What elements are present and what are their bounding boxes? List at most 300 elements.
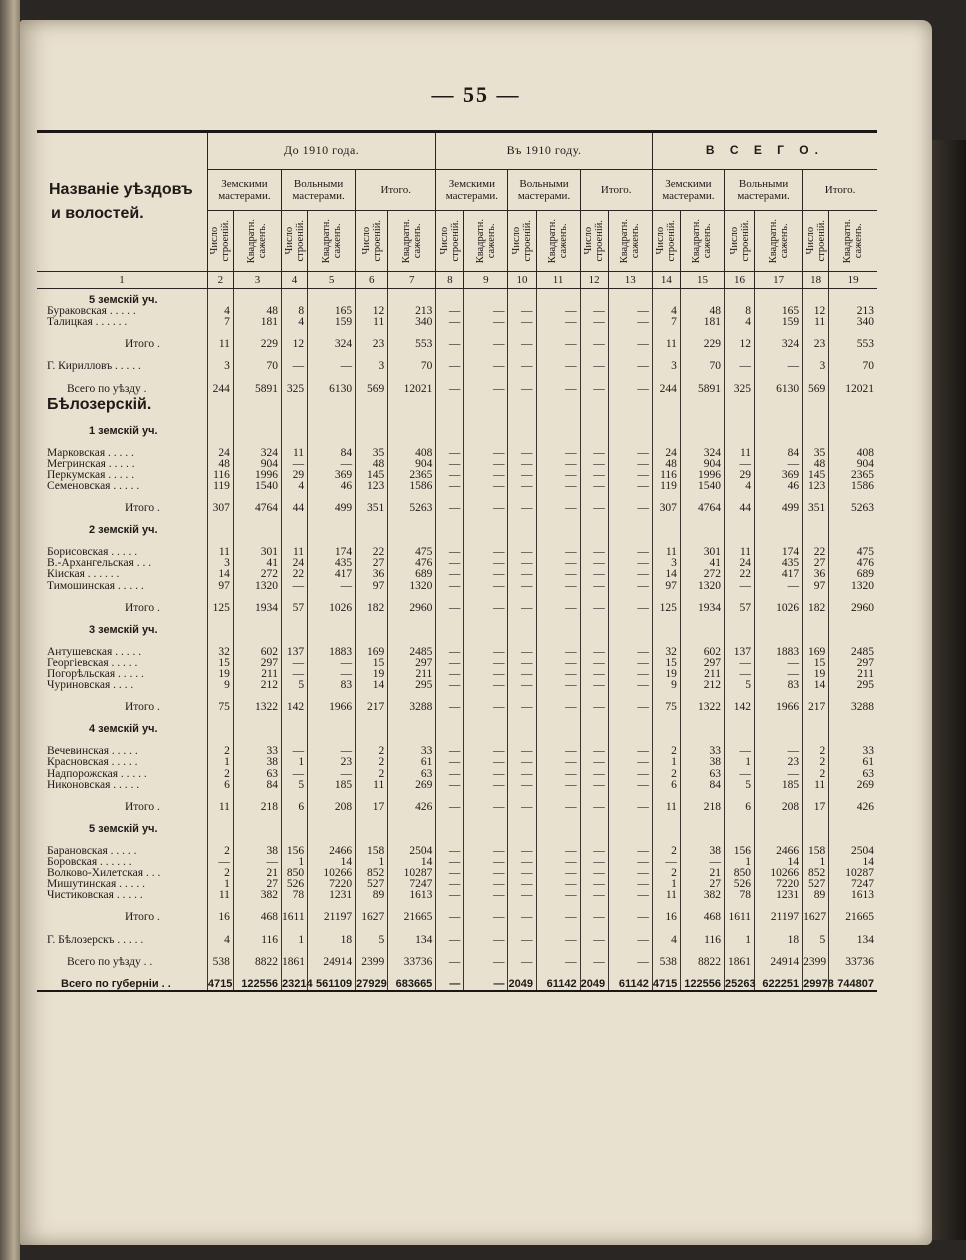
empty-cell xyxy=(680,614,724,625)
value-cell: 2 xyxy=(356,757,388,768)
value-cell xyxy=(388,525,436,536)
header-area-label: Квадратн. саженъ. xyxy=(400,218,423,264)
value-cell: 5 xyxy=(356,934,388,945)
value-cell: 48 xyxy=(680,306,724,317)
value-cell xyxy=(464,724,508,735)
value-cell: 44 xyxy=(724,503,754,514)
empty-cell xyxy=(388,372,436,383)
value-cell: 57 xyxy=(282,603,308,614)
value-cell: — xyxy=(536,912,580,923)
empty-cell xyxy=(464,713,508,724)
empty-cell xyxy=(508,514,536,525)
value-cell: — xyxy=(508,957,536,968)
value-cell: 125 xyxy=(207,603,233,614)
table-row-itogo xyxy=(37,339,877,350)
value-cell: 11 xyxy=(207,547,233,558)
value-cell: 78 xyxy=(724,890,754,901)
row-label: 3 земскій уч. xyxy=(89,623,158,636)
value-cell: 35 xyxy=(356,448,388,459)
empty-cell xyxy=(580,713,608,724)
value-cell: — xyxy=(436,868,464,879)
row-label: Г. Бѣлозерскъ . . . . . xyxy=(47,933,144,946)
value-cell: 48 xyxy=(803,459,829,470)
row-label: Бураковская . . . . . xyxy=(47,305,136,318)
empty-cell xyxy=(356,923,388,934)
value-cell xyxy=(803,395,829,415)
value-cell: 301 xyxy=(233,547,281,558)
value-cell: — xyxy=(508,669,536,680)
value-cell xyxy=(724,289,754,307)
value-cell xyxy=(282,395,308,415)
value-cell: 2504 xyxy=(388,846,436,857)
value-cell: 297 xyxy=(388,658,436,669)
value-cell: — xyxy=(464,383,508,394)
column-number: 11 xyxy=(536,272,580,289)
value-cell: — xyxy=(508,306,536,317)
row-label: Итого . xyxy=(125,701,160,714)
table-row-heading xyxy=(37,525,877,536)
row-label: Итого . xyxy=(125,601,160,614)
value-cell xyxy=(724,824,754,835)
value-cell: 340 xyxy=(829,317,877,328)
value-cell xyxy=(508,525,536,536)
value-cell: 6130 xyxy=(308,383,356,394)
value-cell xyxy=(803,724,829,735)
empty-cell xyxy=(803,946,829,957)
value-cell: 12021 xyxy=(829,383,877,394)
value-cell: — xyxy=(580,361,608,372)
value-cell xyxy=(829,625,877,636)
value-cell xyxy=(388,395,436,415)
value-cell: — xyxy=(436,746,464,757)
value-cell: — xyxy=(436,603,464,614)
value-cell xyxy=(536,289,580,307)
empty-cell xyxy=(803,592,829,603)
empty-cell xyxy=(580,923,608,934)
value-cell: — xyxy=(536,383,580,394)
value-cell: — xyxy=(608,857,652,868)
value-cell: — xyxy=(580,503,608,514)
empty-cell xyxy=(580,437,608,448)
value-cell: 21197 xyxy=(755,912,803,923)
value-cell: — xyxy=(308,746,356,757)
value-cell: — xyxy=(536,780,580,791)
empty-cell xyxy=(536,592,580,603)
value-cell: 44 xyxy=(282,503,308,514)
value-cell: — xyxy=(436,647,464,658)
row-label: Итого . xyxy=(125,502,160,515)
empty-cell xyxy=(724,713,754,724)
value-cell: — xyxy=(608,547,652,558)
value-cell: 165 xyxy=(755,306,803,317)
value-cell xyxy=(580,824,608,835)
value-cell: — xyxy=(608,581,652,592)
header-name-column xyxy=(37,132,207,272)
value-cell: — xyxy=(508,868,536,879)
row-label: Перкумская . . . . . xyxy=(47,468,135,481)
empty-cell xyxy=(308,437,356,448)
table-row-gap xyxy=(37,514,877,525)
value-cell: — xyxy=(508,448,536,459)
value-cell: 272 xyxy=(233,569,281,580)
value-cell: 476 xyxy=(388,558,436,569)
value-cell: 351 xyxy=(356,503,388,514)
value-cell: 5 xyxy=(282,780,308,791)
value-cell: 369 xyxy=(308,470,356,481)
header-name-line-1: Названіе уѣздовъ xyxy=(49,181,193,198)
value-cell: 526 xyxy=(282,879,308,890)
value-cell: 538 xyxy=(207,957,233,968)
row-label: 5 земскій уч. xyxy=(89,294,158,307)
value-cell: 2960 xyxy=(388,603,436,614)
value-cell: — xyxy=(536,890,580,901)
header-area-label: Квадратн. саженъ. xyxy=(691,218,714,264)
value-cell: 1 xyxy=(803,857,829,868)
empty-cell xyxy=(803,923,829,934)
value-cell: 7220 xyxy=(755,879,803,890)
value-cell: 19 xyxy=(356,669,388,680)
value-cell xyxy=(829,395,877,415)
value-cell: — xyxy=(282,581,308,592)
value-cell xyxy=(755,395,803,415)
value-cell: 11 xyxy=(724,547,754,558)
value-cell: 11 xyxy=(724,448,754,459)
header-area-cell xyxy=(829,211,877,272)
value-cell: — xyxy=(724,459,754,470)
value-cell xyxy=(436,824,464,835)
value-cell: 212 xyxy=(233,680,281,691)
table-row-data xyxy=(37,934,877,945)
value-cell: 22 xyxy=(724,569,754,580)
empty-cell xyxy=(508,614,536,625)
value-cell: — xyxy=(536,470,580,481)
value-cell: — xyxy=(233,857,281,868)
row-label: Всего по уѣзду . xyxy=(67,382,147,395)
value-cell: 850 xyxy=(724,868,754,879)
value-cell xyxy=(207,724,233,735)
value-cell xyxy=(464,525,508,536)
value-cell: 142 xyxy=(724,702,754,713)
value-cell: 63 xyxy=(680,769,724,780)
value-cell: 5891 xyxy=(680,383,724,394)
value-cell: — xyxy=(608,890,652,901)
value-cell: 324 xyxy=(680,448,724,459)
value-cell xyxy=(608,289,652,307)
value-cell: 2485 xyxy=(829,647,877,658)
empty-cell xyxy=(388,968,436,979)
value-cell: 417 xyxy=(308,569,356,580)
value-cell xyxy=(388,724,436,735)
empty-cell xyxy=(829,514,877,525)
empty-cell xyxy=(608,713,652,724)
value-cell xyxy=(356,395,388,415)
value-cell: — xyxy=(464,503,508,514)
value-cell: — xyxy=(580,459,608,470)
value-cell: 272 xyxy=(680,569,724,580)
empty-cell xyxy=(388,713,436,724)
value-cell: — xyxy=(724,746,754,757)
value-cell: 213 xyxy=(829,306,877,317)
value-cell: — xyxy=(282,746,308,757)
value-cell: — xyxy=(536,857,580,868)
value-cell xyxy=(464,824,508,835)
table-row-gap xyxy=(37,713,877,724)
empty-cell xyxy=(580,592,608,603)
value-cell: 297 xyxy=(233,658,281,669)
value-cell: 382 xyxy=(680,890,724,901)
empty-cell xyxy=(388,437,436,448)
value-cell: — xyxy=(536,503,580,514)
value-cell xyxy=(652,824,680,835)
value-cell: 61 xyxy=(388,757,436,768)
value-cell: 22 xyxy=(282,569,308,580)
value-cell: 1322 xyxy=(233,702,281,713)
value-cell: 553 xyxy=(388,339,436,350)
subgroup-itogo: Итого. xyxy=(580,170,652,211)
value-cell: 229 xyxy=(680,339,724,350)
empty-cell xyxy=(388,923,436,934)
value-cell: 14 xyxy=(308,857,356,868)
value-cell xyxy=(308,625,356,636)
value-cell: 22 xyxy=(356,547,388,558)
value-cell: — xyxy=(508,503,536,514)
value-cell: — xyxy=(282,769,308,780)
value-cell: — xyxy=(207,857,233,868)
value-cell: — xyxy=(508,680,536,691)
empty-cell xyxy=(508,946,536,957)
value-cell xyxy=(282,625,308,636)
row-label: Антушевская . . . . . xyxy=(47,645,142,658)
empty-cell xyxy=(388,415,436,426)
row-label: В.-Архангельская . . . xyxy=(47,557,152,570)
table-row-heading xyxy=(37,625,877,636)
value-cell: 435 xyxy=(755,558,803,569)
value-cell: 244 xyxy=(652,383,680,394)
value-cell: — xyxy=(536,603,580,614)
column-number: 9 xyxy=(464,272,508,289)
value-cell xyxy=(207,824,233,835)
value-cell: 11 xyxy=(207,890,233,901)
value-cell: 24 xyxy=(207,448,233,459)
value-cell: 156 xyxy=(724,846,754,857)
value-cell: — xyxy=(508,802,536,813)
value-cell: — xyxy=(580,470,608,481)
value-cell: — xyxy=(755,669,803,680)
value-cell: 325 xyxy=(724,383,754,394)
value-cell: — xyxy=(580,558,608,569)
empty-cell xyxy=(580,514,608,525)
value-cell xyxy=(580,625,608,636)
value-cell: 4 xyxy=(282,317,308,328)
value-cell: 6 xyxy=(724,802,754,813)
subgroup-free: Вольными мастерами. xyxy=(724,170,802,211)
value-cell xyxy=(233,525,281,536)
empty-cell xyxy=(436,713,464,724)
empty-cell xyxy=(37,437,207,448)
value-cell: 11 xyxy=(803,780,829,791)
empty-cell xyxy=(233,415,281,426)
header-area-label: Квадратн. саженъ. xyxy=(842,218,865,264)
value-cell: 11 xyxy=(652,339,680,350)
value-cell xyxy=(233,724,281,735)
empty-cell xyxy=(803,813,829,824)
value-cell: — xyxy=(608,879,652,890)
column-number: 17 xyxy=(755,272,803,289)
value-cell xyxy=(536,426,580,437)
value-cell: — xyxy=(436,846,464,857)
header-count-cell xyxy=(282,211,308,272)
value-cell: 1996 xyxy=(233,470,281,481)
value-cell: — xyxy=(608,647,652,658)
empty-cell xyxy=(680,372,724,383)
value-cell xyxy=(233,395,281,415)
value-cell: 23 xyxy=(308,757,356,768)
value-cell: 295 xyxy=(829,680,877,691)
empty-cell xyxy=(652,437,680,448)
value-cell: — xyxy=(464,890,508,901)
table-row-gap xyxy=(37,968,877,979)
value-cell: 142 xyxy=(282,702,308,713)
row-label: 5 земскій уч. xyxy=(89,822,158,835)
value-cell: — xyxy=(608,846,652,857)
value-cell xyxy=(724,395,754,415)
value-cell xyxy=(652,426,680,437)
empty-cell xyxy=(37,691,207,702)
value-cell: 116 xyxy=(652,470,680,481)
value-cell: — xyxy=(464,802,508,813)
value-cell: 408 xyxy=(829,448,877,459)
value-cell: — xyxy=(536,757,580,768)
value-cell: 218 xyxy=(233,802,281,813)
value-cell: 182 xyxy=(803,603,829,614)
value-cell: 61142 xyxy=(536,979,580,991)
header-area-cell xyxy=(680,211,724,272)
header-count-cell xyxy=(803,211,829,272)
value-cell: 9 xyxy=(652,680,680,691)
value-cell xyxy=(608,724,652,735)
empty-cell xyxy=(37,791,207,802)
value-cell: — xyxy=(436,448,464,459)
value-cell: 97 xyxy=(803,581,829,592)
value-cell xyxy=(652,724,680,735)
group-total: В С Е Г О. xyxy=(652,132,877,170)
value-cell: 174 xyxy=(308,547,356,558)
row-label: Г. Кирилловъ . . . . . xyxy=(47,360,141,373)
value-cell: 10287 xyxy=(829,868,877,879)
value-cell: — xyxy=(580,868,608,879)
empty-cell xyxy=(436,592,464,603)
value-cell xyxy=(207,395,233,415)
header-count-label: Число строеній. xyxy=(360,220,383,262)
empty-cell xyxy=(829,614,877,625)
value-cell: 7247 xyxy=(388,879,436,890)
value-cell: 1 xyxy=(652,757,680,768)
value-cell: 527 xyxy=(803,879,829,890)
empty-cell xyxy=(282,437,308,448)
value-cell: 14 xyxy=(207,569,233,580)
empty-cell xyxy=(508,968,536,979)
value-cell xyxy=(282,824,308,835)
value-cell xyxy=(608,824,652,835)
value-cell: 1 xyxy=(207,757,233,768)
value-cell xyxy=(508,625,536,636)
empty-cell xyxy=(207,813,233,824)
value-cell: 19 xyxy=(207,669,233,680)
value-cell: 602 xyxy=(233,647,281,658)
value-cell: 75 xyxy=(652,702,680,713)
value-cell: — xyxy=(508,658,536,669)
value-cell: 499 xyxy=(308,503,356,514)
empty-cell xyxy=(37,901,207,912)
empty-cell xyxy=(207,372,233,383)
value-cell: — xyxy=(508,581,536,592)
value-cell: 6 xyxy=(652,780,680,791)
empty-cell xyxy=(829,592,877,603)
header-area-label: Квадратн. саженъ. xyxy=(619,218,642,264)
row-label: Бѣлозерскій. xyxy=(47,395,152,413)
value-cell: 4 xyxy=(724,317,754,328)
value-cell xyxy=(233,426,281,437)
empty-cell xyxy=(356,946,388,957)
value-cell: 852 xyxy=(803,868,829,879)
empty-cell xyxy=(536,946,580,957)
table-row-data xyxy=(37,769,877,780)
value-cell: — xyxy=(464,702,508,713)
value-cell: — xyxy=(580,658,608,669)
value-cell: 27929 xyxy=(356,977,387,990)
value-cell: — xyxy=(608,383,652,394)
value-cell: — xyxy=(608,680,652,691)
value-cell: 417 xyxy=(755,569,803,580)
subgroup-itogo: Итого. xyxy=(803,170,877,211)
value-cell: — xyxy=(436,802,464,813)
column-number: 16 xyxy=(724,272,754,289)
header-count-cell xyxy=(207,211,233,272)
value-cell: — xyxy=(436,702,464,713)
value-cell: 5 xyxy=(724,680,754,691)
value-cell: — xyxy=(580,647,608,658)
value-cell: 1320 xyxy=(388,581,436,592)
value-cell: — xyxy=(608,702,652,713)
value-cell: 14 xyxy=(755,857,803,868)
value-cell: 217 xyxy=(356,702,388,713)
value-cell: — xyxy=(508,647,536,658)
value-cell: 1586 xyxy=(388,481,436,492)
empty-cell xyxy=(724,437,754,448)
value-cell: 33 xyxy=(233,746,281,757)
value-cell xyxy=(803,289,829,307)
value-cell: 134 xyxy=(388,934,436,945)
value-cell: — xyxy=(508,912,536,923)
value-cell: 1586 xyxy=(829,481,877,492)
value-cell: 48 xyxy=(652,459,680,470)
value-cell: — xyxy=(755,581,803,592)
value-cell xyxy=(580,724,608,735)
value-cell: 16 xyxy=(207,912,233,923)
value-cell: 24914 xyxy=(755,957,803,968)
empty-cell xyxy=(308,946,356,957)
table-row-gub xyxy=(37,979,877,991)
value-cell: 2 xyxy=(207,746,233,757)
subgroup-itogo: Итого. xyxy=(356,170,436,211)
value-cell: 3288 xyxy=(829,702,877,713)
value-cell: — xyxy=(436,757,464,768)
value-cell: 7220 xyxy=(308,879,356,890)
empty-cell xyxy=(282,813,308,824)
value-cell: 70 xyxy=(829,361,877,372)
value-cell: 3 xyxy=(652,558,680,569)
row-label: Марковская . . . . . xyxy=(47,446,134,459)
